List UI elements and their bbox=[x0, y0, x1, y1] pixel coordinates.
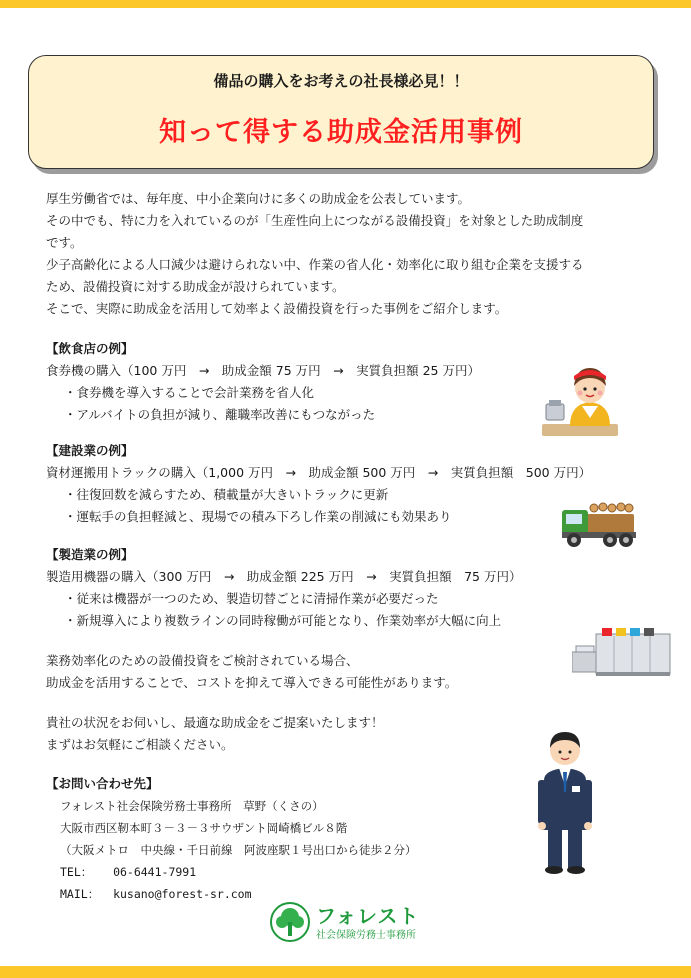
contact-access: （大阪メトロ 中央線・千日前線 阿波座駅１号出口から徒歩２分） bbox=[60, 843, 417, 857]
case-item: 食券機の購入（100 万円 → 助成金額 75 万円 → 実質負担額 25 万円） bbox=[46, 363, 480, 378]
intro-line: その中でも、特に力を入れているのが「生産性向上につながる設備投資」を対象とした助成制度 bbox=[46, 213, 584, 228]
lumber-truck-illustration-icon bbox=[560, 494, 638, 550]
case-heading: 【製造業の例】 bbox=[46, 547, 134, 562]
contact-office: フォレスト社会保険労務士事務所 草野（くさの） bbox=[60, 799, 324, 813]
intro-line: 厚生労働省では、毎年度、中小企業向けに多くの助成金を公表しています。 bbox=[46, 191, 471, 206]
case-item: 資材運搬用トラックの購入（1,000 万円 → 助成金額 500 万円 → 実質負担額 500 万円） bbox=[46, 465, 592, 480]
case-bullet: ・食券機を導入することで会計業務を省人化 bbox=[64, 385, 315, 400]
case-heading: 【建設業の例】 bbox=[46, 443, 134, 458]
case-item: 製造用機器の購入（300 万円 → 助成金額 225 万円 → 実質負担額 75 万円） bbox=[46, 569, 522, 584]
intro-line: ため、設備投資に対する助成金が設けられています。 bbox=[46, 279, 345, 294]
top-accent-bar bbox=[0, 0, 691, 8]
mail-value[interactable]: kusano@forest-sr.com bbox=[113, 887, 252, 901]
header-box bbox=[28, 55, 654, 169]
intro-line: 少子高齢化による人口減少は避けられない中、作業の省人化・効率化に取り組む企業を支援する bbox=[46, 257, 584, 272]
logo-name: フォレスト bbox=[316, 904, 420, 928]
closing-line: 業務効率化のための設備投資をご検討されている場合、 bbox=[46, 653, 359, 668]
contact-heading: 【お問い合わせ先】 bbox=[46, 776, 159, 791]
intro-line: そこで、実際に助成金を活用して効率よく設備投資を行った事例をご紹介します。 bbox=[46, 301, 508, 316]
contact-tel-row bbox=[46, 861, 417, 883]
case-bullet: ・往復回数を減らすため、積載量が大きいトラックに更新 bbox=[64, 487, 389, 502]
cashier-illustration-icon bbox=[540, 356, 620, 438]
closing-line: まずはお気軽にご相談ください。 bbox=[46, 737, 234, 752]
forest-logo bbox=[270, 900, 430, 944]
logo-subtitle: 社会保険労務士事務所 bbox=[316, 930, 416, 941]
case-manufacturing bbox=[46, 544, 656, 632]
tel-value[interactable]: 06-6441-7991 bbox=[113, 865, 197, 879]
intro-line: です。 bbox=[46, 235, 83, 250]
industrial-machine-illustration-icon bbox=[572, 624, 672, 678]
case-heading: 【飲食店の例】 bbox=[46, 341, 134, 356]
case-bullet: ・アルバイトの負担が減り、離職率改善にもつながった bbox=[64, 407, 376, 422]
case-bullet: ・従来は機器が一つのため、製造切替ごとに清掃作業が必要だった bbox=[64, 591, 439, 606]
contact-address: 大阪市西区靭本町３－３－３サウザント岡崎橋ビル８階 bbox=[60, 821, 348, 835]
mail-label: MAIL： bbox=[60, 887, 100, 901]
case-bullet: ・新規導入により複数ラインの同時稼働が可能となり、作業効率が大幅に向上 bbox=[64, 613, 502, 628]
contact-block bbox=[46, 773, 417, 905]
businessman-illustration-icon bbox=[532, 728, 598, 876]
bottom-accent-bar bbox=[0, 966, 691, 978]
closing-line: 助成金を活用することで、コストを抑えて導入できる可能性があります。 bbox=[46, 675, 458, 690]
closing-line: 貴社の状況をお伺いし、最適な助成金をご提案いたします！ bbox=[46, 715, 384, 730]
tree-logo-icon bbox=[270, 902, 310, 942]
closing-paragraph bbox=[46, 650, 656, 694]
header-subtitle: 備品の購入をお考えの社長様必見！！ bbox=[213, 72, 469, 90]
page-title: 知って得する助成金活用事例 bbox=[159, 117, 523, 148]
intro-paragraph bbox=[46, 188, 656, 320]
case-bullet: ・運転手の負担軽減と、現場での積み下ろし作業の削減にも効果あり bbox=[64, 509, 452, 524]
tel-label: TEL： bbox=[60, 865, 93, 879]
